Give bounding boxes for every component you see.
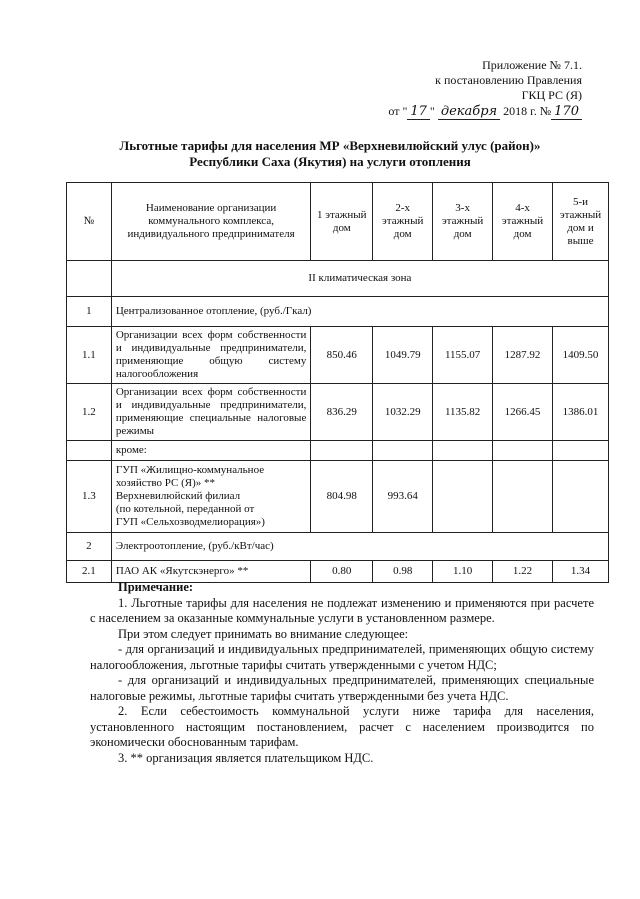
header-num: № — [67, 183, 112, 261]
row-number: 2.1 — [67, 561, 112, 583]
order-number: 170 — [551, 104, 582, 120]
value-cell: 1.10 — [433, 561, 493, 583]
header-name: Наименование организации коммунального комплекса, индивидуального предпринимателя — [111, 183, 311, 261]
empty-cell — [553, 441, 609, 461]
value-cell: 1287.92 — [493, 327, 553, 384]
organization-name: ПАО АК «Якутскэнерго» ** — [111, 561, 311, 583]
empty-cell — [433, 461, 493, 533]
notes-heading: Примечание: — [118, 580, 194, 594]
table-row — [67, 441, 609, 461]
value-cell: 1.22 — [493, 561, 553, 583]
empty-cell — [433, 441, 493, 461]
org-name-line: ГУП «Сельхозводмелиорация») — [115, 516, 265, 528]
except-label: кроме: — [111, 441, 311, 461]
org-name-line: (по котельной, переданной от — [115, 503, 255, 515]
empty-cell — [553, 461, 609, 533]
value-cell: 1386.01 — [553, 384, 609, 441]
header-col-5: 5-и этажный дом и выше — [553, 183, 609, 261]
value-cell: 836.29 — [311, 384, 373, 441]
tariff-table — [66, 182, 609, 583]
row-number: 2 — [67, 533, 112, 561]
org-name-line: хозяйство РС (Я)» ** — [115, 477, 216, 489]
note-paragraph: - для организаций и индивидуальных предпринимателей, применяющих общую систему налогообложения, льготные тарифы считать утвержденными с учетом НДС; — [90, 642, 594, 672]
empty-cell — [67, 441, 112, 461]
table-row — [67, 297, 609, 327]
note-paragraph: - для организаций и индивидуальных предпринимателей, применяющих специальные налоговые режимы, льготные тарифы считать утвержденными без учета НДС. — [90, 673, 594, 703]
note-paragraph: При этом следует принимать во внимание следующее: — [118, 626, 409, 641]
climate-zone: II климатическая зона — [111, 261, 608, 297]
organization-name — [111, 461, 311, 533]
notes-section — [90, 580, 594, 766]
empty-cell — [493, 461, 553, 533]
value-cell: 1135.82 — [433, 384, 493, 441]
value-cell: 993.64 — [373, 461, 433, 533]
header-col-2: 2-х этажный дом — [373, 183, 433, 261]
empty-cell — [311, 441, 373, 461]
empty-cell — [373, 441, 433, 461]
table-row — [67, 327, 609, 384]
header-col-4: 4-х этажный дом — [493, 183, 553, 261]
value-cell: 1266.45 — [493, 384, 553, 441]
date-day: 17 — [407, 104, 430, 120]
table-row — [67, 461, 609, 533]
table-row — [67, 384, 609, 441]
header-col-1: 1 этажный дом — [311, 183, 373, 261]
appendix-date-line — [332, 104, 582, 119]
date-prefix: от " — [388, 104, 408, 118]
row-number: 1.1 — [67, 327, 112, 384]
row-number: 1.2 — [67, 384, 112, 441]
org-name-line: ГУП «Жилищно-коммунальное — [115, 464, 265, 476]
value-cell: 1032.29 — [373, 384, 433, 441]
note-paragraph: 1. Льготные тарифы для населения не подлежат изменению и применяются при расчете с населением за оказанные коммунальные услуги в установленном размере. — [90, 595, 594, 625]
table-row — [67, 533, 609, 561]
value-cell: 0.98 — [373, 561, 433, 583]
value-cell: 1049.79 — [373, 327, 433, 384]
value-cell: 1155.07 — [433, 327, 493, 384]
table-header-row — [67, 183, 609, 261]
organization-name: Организации всех форм собственности и индивидуальные предприниматели, применяющие общую систему налогообложения — [111, 327, 311, 384]
section-label: Электроотопление, (руб./кВт/час) — [111, 533, 608, 561]
note-paragraph: 2. Если себестоимость коммунальной услуги ниже тарифа для населения, установленного настоящим постановлением, расчет с населением производится по экономически обоснованным тарифам. — [90, 704, 594, 749]
empty-cell — [493, 441, 553, 461]
title-line-1: Льготные тарифы для населения МР «Верхневилюйский улус (район)» — [119, 138, 541, 153]
document-title — [60, 138, 600, 170]
empty-cell — [67, 261, 112, 297]
value-cell: 0.80 — [311, 561, 373, 583]
appendix-line-1: Приложение № 7.1. — [482, 58, 582, 72]
value-cell: 1409.50 — [553, 327, 609, 384]
org-name-line: Верхневилюйский филиал — [115, 490, 241, 502]
value-cell: 1.34 — [553, 561, 609, 583]
date-month: декабря — [438, 104, 500, 120]
table-row — [67, 261, 609, 297]
organization-name: Организации всех форм собственности и индивидуальные предприниматели, применяющие специальные налоговые режимы — [111, 384, 311, 441]
header-col-3: 3-х этажный дом — [433, 183, 493, 261]
date-quote: " — [429, 104, 435, 118]
appendix-header — [332, 58, 582, 119]
date-year: 2018 г. № — [503, 104, 552, 118]
title-line-2: Республики Саха (Якутия) на услуги отопления — [189, 154, 471, 169]
value-cell: 804.98 — [311, 461, 373, 533]
note-paragraph: 3. ** организация является плательщиком НДС. — [118, 750, 374, 765]
section-label: Централизованное отопление, (руб./Гкал) — [111, 297, 608, 327]
appendix-line-2: к постановлению Правления — [435, 73, 582, 87]
value-cell: 850.46 — [311, 327, 373, 384]
row-number: 1.3 — [67, 461, 112, 533]
appendix-line-3: ГКЦ РС (Я) — [521, 88, 582, 102]
row-number: 1 — [67, 297, 112, 327]
